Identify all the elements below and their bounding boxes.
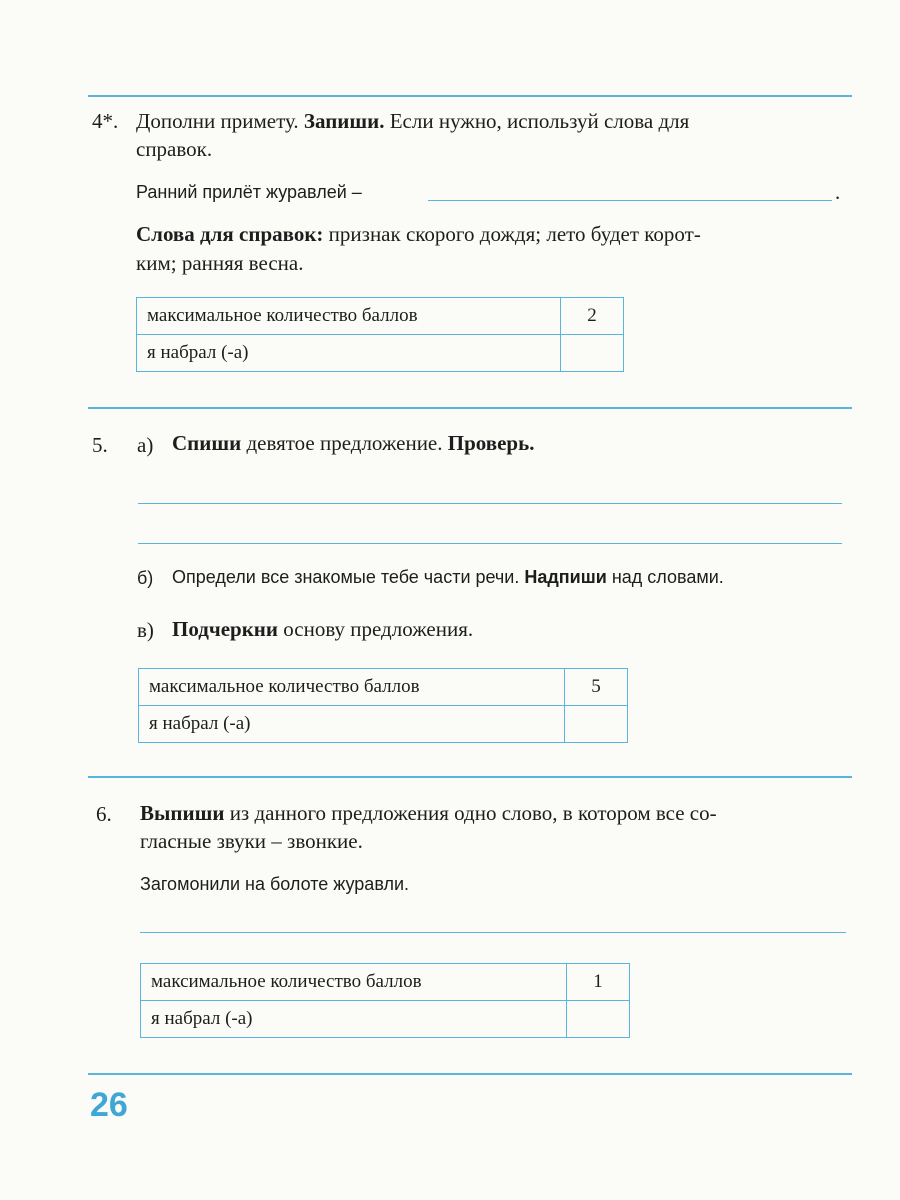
max-score-value: 2: [561, 298, 624, 335]
task-5-answer-line-2[interactable]: [138, 543, 842, 544]
task-5-v-instruction: Подчеркни основу предложения.: [172, 617, 474, 641]
max-score-value: 5: [565, 669, 628, 706]
section-rule-task5: [88, 407, 852, 409]
task-5-a-instruction: Спиши девятое предложение. Проверь.: [172, 431, 535, 455]
task-5-number: 5.: [92, 433, 108, 457]
my-score-label: я набрал (-а): [137, 335, 561, 372]
task-4-answer-line[interactable]: [428, 200, 832, 201]
task-5-b-instruction: Определи все знакомые тебе части речи. Надпиши над словами.: [172, 567, 724, 587]
section-rule-task6: [88, 776, 852, 778]
task-6-answer-line[interactable]: [140, 932, 846, 933]
task-5-score-table: [138, 668, 628, 743]
task-6-sentence: Загомонили на болоте журавли.: [140, 874, 410, 894]
max-score-label: максимальное количество баллов: [141, 964, 567, 1001]
task-5-a-letter: а): [137, 433, 154, 457]
task-6-number: 6.: [96, 802, 112, 826]
max-score-label: максимальное количество баллов: [137, 298, 561, 335]
task-5-b-letter: б): [137, 568, 154, 588]
task-6-instruction-cont: гласные звуки – звонкие.: [140, 829, 363, 853]
my-score-field[interactable]: [565, 706, 628, 743]
my-score-label: я набрал (-а): [139, 706, 565, 743]
task-6-score-table: [140, 963, 630, 1038]
task-4-hint: Слова для справок: признак скорого дождя; лето будет корот-: [136, 222, 701, 246]
task-4-score-table: [136, 297, 624, 372]
my-score-field[interactable]: [567, 1001, 630, 1038]
section-rule-bottom: [88, 1073, 852, 1075]
task-5-answer-line-1[interactable]: [138, 503, 842, 504]
max-score-label: максимальное количество баллов: [139, 669, 565, 706]
max-score-value: 1: [567, 964, 630, 1001]
page-number: 26: [90, 1086, 128, 1124]
task-4-instruction: Дополни примету. Запиши. Если нужно, используй слова для: [136, 109, 690, 133]
task-6-instruction: Выпиши из данного предложения одно слово, в котором все со-: [140, 801, 717, 825]
section-rule-top: [88, 95, 852, 97]
task-4-prompt-end: .: [835, 180, 841, 204]
task-4-prompt: Ранний прилёт журавлей –: [136, 182, 362, 202]
task-5-v-letter: в): [137, 618, 154, 642]
my-score-field[interactable]: [561, 335, 624, 372]
task-4-number: 4*.: [92, 109, 119, 133]
task-4-hint-cont: ким; ранняя весна.: [136, 251, 304, 275]
my-score-label: я набрал (-а): [141, 1001, 567, 1038]
task-4-instruction-cont: справок.: [136, 137, 213, 161]
